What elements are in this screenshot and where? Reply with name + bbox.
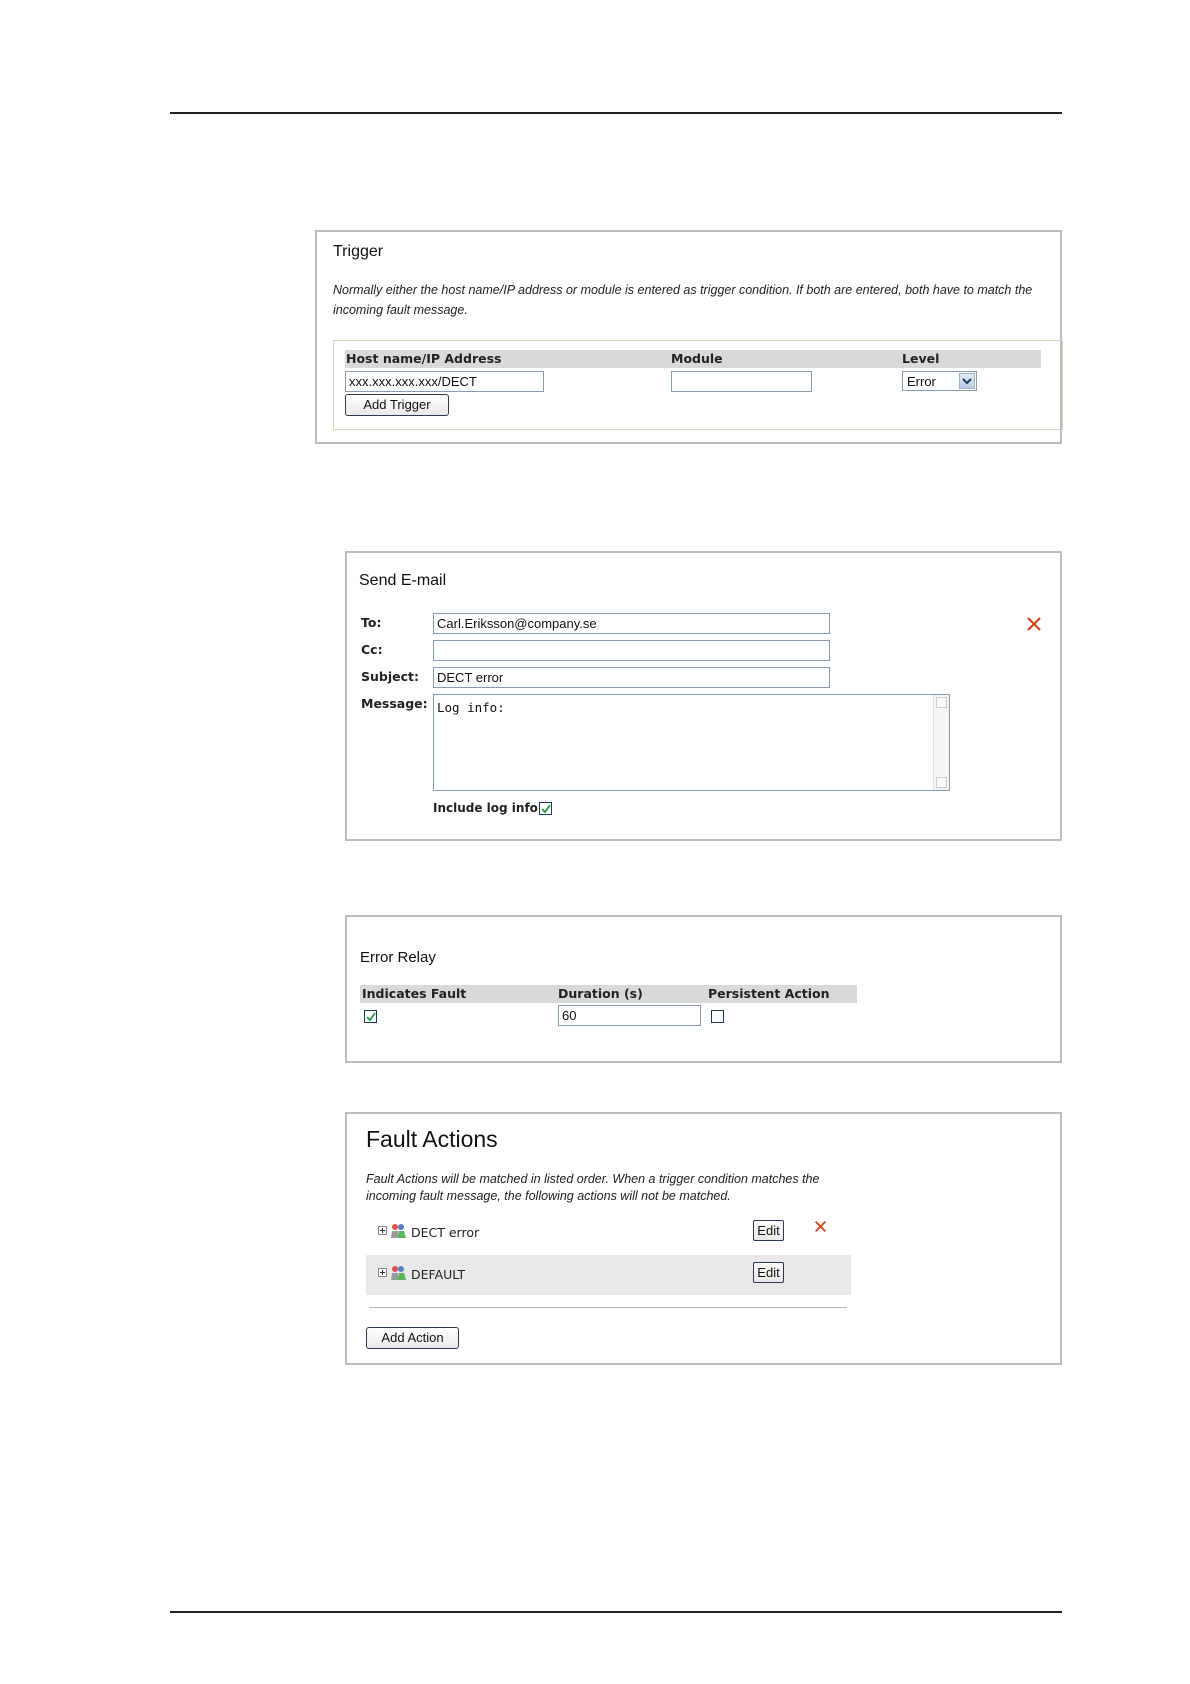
module-input[interactable]: [671, 371, 812, 392]
message-text: Log info:: [437, 700, 505, 715]
edit-button[interactable]: Edit: [753, 1262, 784, 1283]
people-icon: [390, 1265, 407, 1281]
persistent-action-checkbox[interactable]: [711, 1010, 724, 1023]
relay-title: Error Relay: [360, 949, 436, 966]
scroll-down-icon[interactable]: [936, 777, 947, 788]
add-trigger-button[interactable]: Add Trigger: [345, 394, 449, 416]
indicates-fault-checkbox[interactable]: [364, 1010, 377, 1023]
header-rule: [170, 112, 1062, 114]
fault-action-label: DECT error: [411, 1225, 480, 1240]
people-icon: [390, 1223, 407, 1239]
message-label: Message:: [361, 696, 428, 711]
fault-action-label: DEFAULT: [411, 1267, 466, 1282]
host-column-header: Host name/IP Address: [346, 351, 502, 366]
add-action-button[interactable]: Add Action: [366, 1327, 459, 1349]
error-relay-panel: [345, 915, 1062, 1063]
check-icon: [366, 1012, 376, 1022]
fault-action-row-1[interactable]: [366, 1213, 851, 1253]
duration-column-header: Duration (s): [558, 986, 643, 1001]
trigger-description: Normally either the host name/IP address or module is entered as trigger condition. If both are entered, both have to match the incoming fault message.: [333, 283, 1033, 317]
include-log-checkbox[interactable]: [539, 802, 552, 815]
trigger-panel: [315, 230, 1062, 444]
message-textarea[interactable]: [433, 694, 950, 791]
level-select[interactable]: [902, 371, 977, 391]
footer-rule: [170, 1611, 1062, 1613]
host-input[interactable]: xxx.xxx.xxx.xxx/DECT: [345, 371, 544, 392]
subject-input[interactable]: DECT error: [433, 667, 830, 688]
relay-header-row: [360, 985, 857, 1003]
check-icon: [541, 804, 551, 814]
send-email-panel: [345, 551, 1062, 841]
level-column-header: Level: [902, 351, 940, 366]
include-log-label: Include log info: [433, 801, 538, 815]
persistent-column-header: Persistent Action: [708, 986, 830, 1001]
trigger-form: [333, 340, 1063, 430]
edit-button[interactable]: Edit: [753, 1220, 784, 1241]
level-select-value: Error: [907, 374, 936, 389]
cc-label: Cc:: [361, 642, 383, 657]
expand-icon[interactable]: [378, 1268, 387, 1277]
duration-input[interactable]: 60: [558, 1005, 701, 1026]
scroll-up-icon[interactable]: [936, 697, 947, 708]
fault-action-row-2[interactable]: [366, 1255, 851, 1295]
to-input[interactable]: Carl.Eriksson@company.se: [433, 613, 830, 634]
subject-label: Subject:: [361, 669, 419, 684]
fault-actions-title: Fault Actions: [366, 1126, 498, 1152]
to-label: To:: [361, 615, 382, 630]
fault-column-header: Indicates Fault: [362, 986, 467, 1001]
expand-icon[interactable]: [378, 1226, 387, 1235]
trigger-header-row: [345, 350, 1041, 368]
remove-action-icon[interactable]: [814, 1220, 827, 1233]
fault-actions-description: Fault Actions will be matched in listed order. When a trigger condition matches the incoming fault message, the following actions will not be matched.: [366, 1172, 820, 1203]
remove-email-icon[interactable]: [1026, 616, 1042, 632]
email-title: Send E-mail: [359, 572, 447, 589]
chevron-down-icon[interactable]: [959, 373, 975, 389]
module-column-header: Module: [671, 351, 723, 366]
message-scrollbar[interactable]: [933, 695, 949, 790]
fault-actions-panel: [345, 1112, 1062, 1365]
trigger-title: Trigger: [333, 243, 384, 260]
cc-input[interactable]: [433, 640, 830, 661]
list-divider: [369, 1307, 847, 1308]
